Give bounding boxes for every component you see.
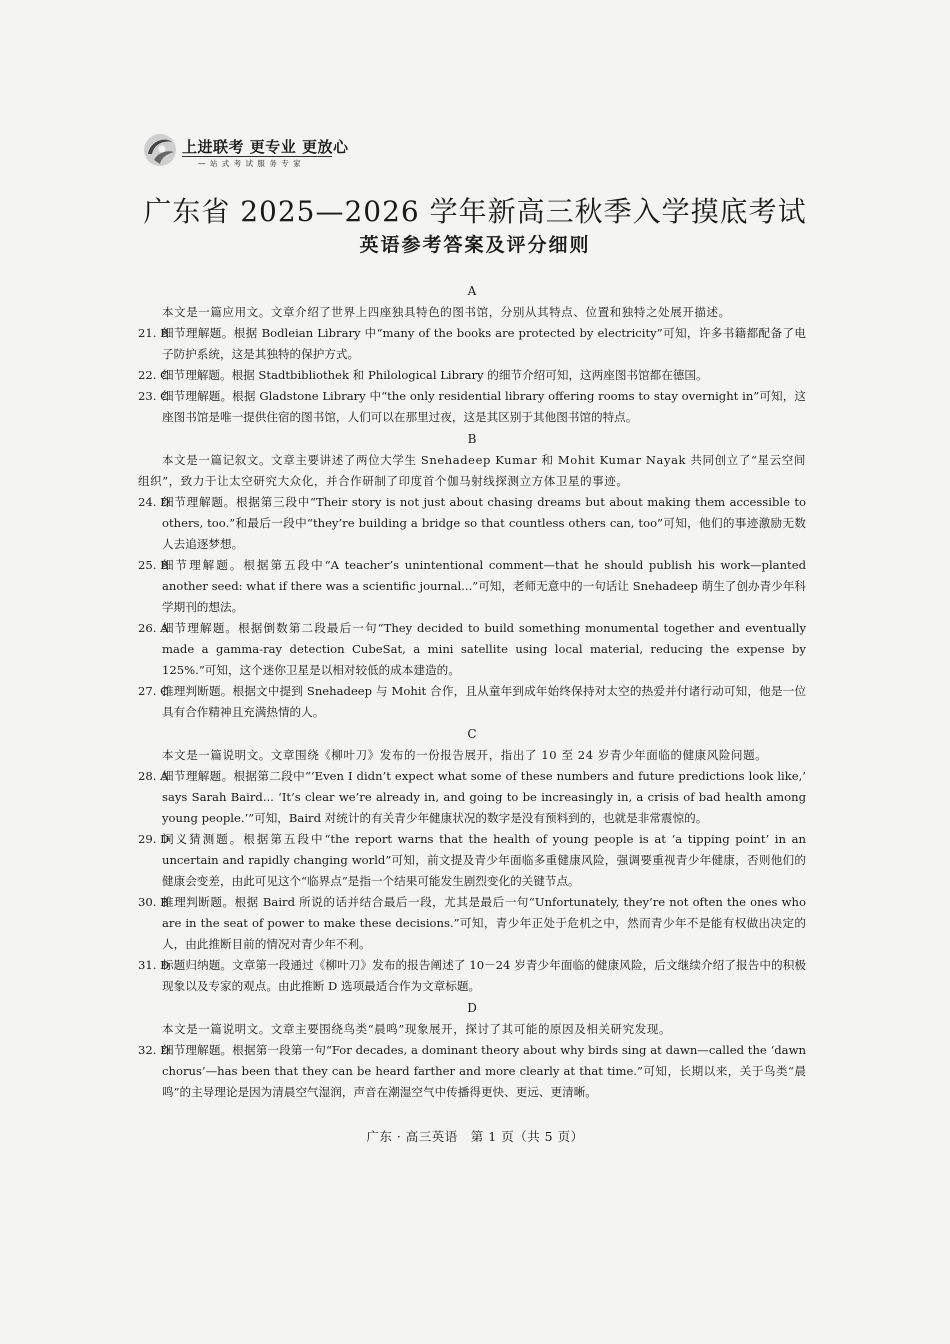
answer-item: [138, 365, 806, 386]
answer-number: 27. C: [138, 684, 169, 698]
answer-explanation: 细节理解题。根据 Gladstone Library 中“the only residential library offering rooms to stay overnight in”可知，这座图书馆是唯一提供住宿的图书馆，人们可以在那里过夜，这是其区别于其他图书馆的特点。: [162, 389, 806, 424]
answer-item: [138, 892, 806, 955]
answer-number: 24. D: [138, 495, 170, 509]
answer-number: 22. C: [138, 368, 169, 382]
answer-number: 28. A: [138, 769, 169, 783]
answer-item: [138, 386, 806, 428]
section-b-intro: 本文是一篇记叙文。文章主要讲述了两位大学生 Snehadeep Kumar 和 Mohit Kumar Nayak 共同创立了“星云空间组织”，致力于让太空研究大众化，并合作研制了印度首个伽马射线探测立方体卫星的事迹。: [138, 453, 806, 488]
logo-subtitle: — 站 式 考 试 服 务 专 家: [198, 159, 302, 168]
answer-explanation: 标题归纳题。文章第一段通过《柳叶刀》发布的报告阐述了 10－24 岁青少年面临的健康风险，后文继续介绍了报告中的积极现象以及专家的观点。由此推断 D 选项最适合作为文章标题。: [162, 958, 806, 993]
answer-explanation: 词义猜测题。根据第五段中“the report warns that the health of young people is at ‘a tipping point’ in an uncertain and rapidly changing world”可知，前文提及青少年面临多重健康风险，强调要重视青少年健康，否则他们的健康会变差，由此可见这个“临界点”是指一个结果可能发生剧烈变化的关键节点。: [162, 832, 806, 888]
answer-explanation: 细节理解题。根据第一段第一句“For decades, a dominant theory about why birds sing at dawn—called the ‘dawn chorus’—has been that they can be heard farther and more clearly at that time.”可知，长期以来，关于鸟类“晨鸣”的主导理论是因为清晨空气湿润，声音在潮湿空气中传播得更快、更远、更清晰。: [162, 1043, 806, 1099]
answer-item: [138, 681, 806, 723]
document-title: 广东省 2025—2026 学年新高三秋季入学摸底考试: [143, 195, 807, 228]
section-c-intro: 本文是一篇说明文。文章围绕《柳叶刀》发布的一份报告展开，指出了 10 至 24 岁青少年面临的健康风险问题。: [162, 748, 768, 762]
answer-item: [138, 829, 806, 892]
section-d-label: D: [467, 1001, 477, 1015]
section-d-intro: 本文是一篇说明文。文章主要围绕鸟类“晨鸣”现象展开，探讨了其可能的原因及相关研究发现。: [162, 1022, 672, 1036]
logo-swirl-icon: [142, 132, 178, 168]
section-a-label: A: [467, 284, 477, 298]
answer-number: 23. C: [138, 389, 169, 403]
answer-number: 31. D: [138, 958, 170, 972]
answer-explanation: 推理判断题。根据 Baird 所说的话并结合最后一段，尤其是最后一句“Unfortunately, they’re not often the ones who are in the seat of power to make these decisions.”可知，青少年正处于危机之中，然而青少年不是能有权做出决定的人，由此推断目前的情况对青少年不利。: [162, 895, 806, 951]
answer-number: 25. B: [138, 558, 169, 572]
answer-explanation: 细节理解题。根据第二段中“‘Even I didn’t expect what some of these numbers and future predictions look like,’ says Sarah Baird... ‘It’s clear we’re already in, and going to be increasingly in, a crisis of bad health among young people.’”可知，Baird 对统计的有关青少年健康状况的数字是没有预料到的，也就是非常震惊的。: [162, 769, 806, 825]
section-a-intro: 本文是一篇应用文。文章介绍了世界上四座独具特色的图书馆，分别从其特点、位置和独特之处展开描述。: [162, 305, 731, 319]
answer-item: [138, 766, 806, 829]
answer-explanation: 细节理解题。根据倒数第二段最后一句“They decided to build something monumental together and eventually made a gamma-ray detection CubeSat, a mini satellite using local material, reducing the expense by 125%.”可知，这个迷你卫星是以相对较低的成本建造的。: [162, 621, 806, 677]
header-logo: [142, 132, 402, 176]
logo-title: 上进联考 更专业 更放心: [182, 138, 349, 156]
logo-divider: [182, 156, 332, 157]
answer-item: [138, 492, 806, 555]
answer-explanation: 推理判断题。根据文中提到 Snehadeep 与 Mohit 合作，且从童年到成年始终保持对太空的热爱并付诸行动可知，他是一位具有合作精神且充满热情的人。: [162, 684, 806, 719]
answer-explanation: 细节理解题。根据 Stadtbibliothek 和 Philological Library 的细节介绍可知，这两座图书馆都在德国。: [162, 368, 708, 382]
answer-explanation: 细节理解题。根据第三段中“Their story is not just about chasing dreams but about making them accessible to others, too.”和最后一段中“they’re building a bridge so that countless others can, too”可知，他们的事迹激励无数人去追逐梦想。: [162, 495, 806, 551]
answer-number: 29. D: [138, 832, 170, 846]
section-b-label: B: [467, 432, 477, 446]
answer-content: [138, 280, 806, 1103]
answer-explanation: 细节理解题。根据 Bodleian Library 中“many of the books are protected by electricity”可知，许多书籍都配备了电子防护系统，这是其独特的保护方式。: [162, 326, 806, 361]
answer-number: 32. D: [138, 1043, 170, 1057]
answer-number: 30. B: [138, 895, 169, 909]
document-subtitle: 英语参考答案及评分细则: [359, 234, 591, 256]
answer-number: 26. A: [138, 621, 169, 635]
answer-explanation: 细节理解题。根据第五段中“A teacher’s unintentional comment—that he should publish his work—planted another seed: what if there was a scientific journal...”可知，老师无意中的一句话让 Snehadeep 萌生了创办青少年科学期刊的想法。: [162, 558, 806, 614]
answer-item: [138, 323, 806, 365]
answer-item: [138, 618, 806, 681]
answer-number: 21. B: [138, 326, 169, 340]
answer-item: [138, 555, 806, 618]
section-c-label: C: [467, 727, 477, 741]
answer-item: [138, 1040, 806, 1103]
page-footer: 广东 · 高三英语 第 1 页（共 5 页）: [366, 1129, 584, 1144]
answer-item: [138, 955, 806, 997]
